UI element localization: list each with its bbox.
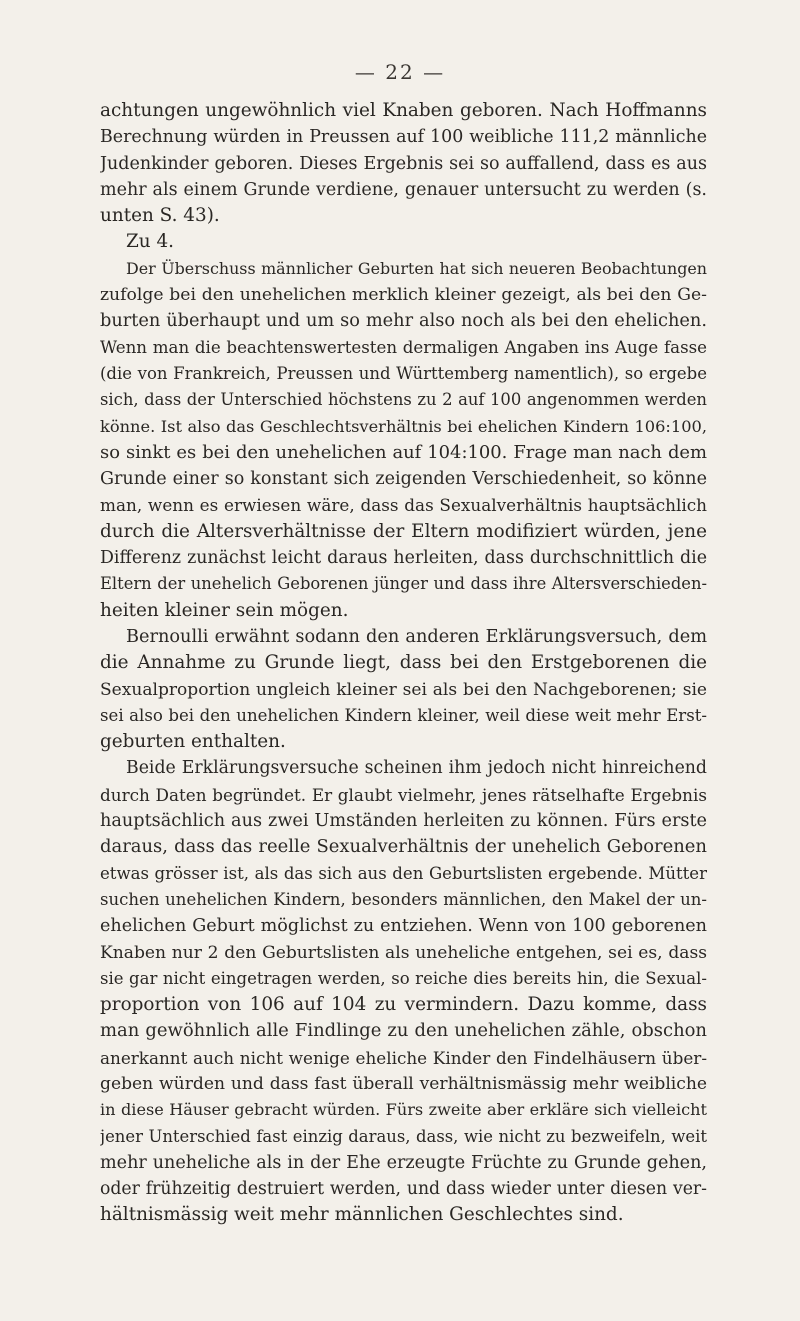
text-line: (die von Frankreich, Preussen und Württemberg namentlich), so ergebe xyxy=(100,363,707,383)
body-text xyxy=(100,98,707,1229)
text-line: suchen unehelichen Kindern, besonders männlichen, den Makel der un- xyxy=(100,889,707,909)
text-line: proportion von 106 auf 104 zu vermindern. Dazu komme, dass xyxy=(100,994,707,1016)
text-line: so sinkt es bei den unehelichen auf 104:100. Frage man nach dem xyxy=(100,441,707,463)
text-line: die Annahme zu Grunde liegt, dass bei den Erstgeborenen die xyxy=(100,652,707,674)
text-line: Berechnung würden in Preussen auf 100 weibliche 111,2 männliche xyxy=(100,127,707,148)
text-line: Bernoulli erwähnt sodann den anderen Erklärungsversuch, dem xyxy=(126,626,707,647)
text-line: mehr uneheliche als in der Ehe erzeugte Früchte zu Grunde gehen, xyxy=(100,1152,707,1173)
text-line: anerkannt auch nicht wenige eheliche Kinder den Findelhäusern über- xyxy=(100,1047,707,1068)
text-line: Knaben nur 2 den Geburtslisten als uneheliche entgehen, sei es, dass xyxy=(100,942,707,963)
section-heading: Zu 4. xyxy=(126,231,175,253)
text-line: sei also bei den unehelichen Kindern kleiner, weil diese weit mehr Erst- xyxy=(100,705,707,725)
text-line: geben würden und dass fast überall verhältnismässig mehr weibliche xyxy=(100,1073,707,1094)
text-line: durch die Altersverhältnisse der Eltern modifiziert würden, jene xyxy=(100,520,707,542)
text-line: Beide Erklärungsversuche scheinen ihm jedoch nicht hinreichend xyxy=(126,758,707,779)
text-line: ehelichen Geburt möglichst zu entziehen. Wenn von 100 geborenen xyxy=(100,916,707,937)
text-line: etwas grösser ist, als das sich aus den Geburtslisten ergebende. Mütter xyxy=(100,863,707,883)
text-line: daraus, dass das reelle Sexualverhältnis der unehelich Geborenen xyxy=(100,836,707,858)
text-line: achtungen ungewöhnlich viel Knaben geboren. Nach Hoffmanns xyxy=(100,100,707,121)
text-line: mehr als einem Grunde verdiene, genauer untersucht zu werden (s. xyxy=(100,179,707,200)
page-number: — 22 — xyxy=(354,60,446,84)
text-line: geburten enthalten. xyxy=(100,731,286,753)
text-line: man, wenn es erwiesen wäre, dass das Sexualverhältnis hauptsächlich xyxy=(100,495,707,516)
text-line: zufolge bei den unehelichen merklich kleiner gezeigt, als bei den Ge- xyxy=(100,285,707,306)
text-line: unten S. 43). xyxy=(100,205,220,227)
text-line: Grunde einer so konstant sich zeigenden Verschiedenheit, so könne xyxy=(100,469,707,490)
text-line: sie gar nicht eingetragen werden, so reiche dies bereits hin, die Sexual- xyxy=(100,968,707,988)
text-line: könne. Ist also das Geschlechtsverhältnis bei ehelichen Kindern 106:100, xyxy=(100,416,707,436)
text-line: hauptsächlich aus zwei Umständen herleiten zu können. Fürs erste xyxy=(100,811,707,832)
text-line: man gewöhnlich alle Findlinge zu den unehelichen zähle, obschon xyxy=(100,1020,707,1042)
text-line: jener Unterschied fast einzig daraus, dass, wie nicht zu bezweifeln, weit xyxy=(100,1126,707,1146)
text-line: heiten kleiner sein mögen. xyxy=(100,599,349,621)
text-line: burten überhaupt und um so mehr also noch als bei den ehelichen. xyxy=(100,311,707,332)
text-line: Der Überschuss männlicher Geburten hat sich neueren Beobachtungen xyxy=(126,258,707,278)
text-line: Judenkinder geboren. Dieses Ergebnis sei so auffallend, dass es aus xyxy=(100,153,707,174)
text-line: Differenz zunächst leicht daraus herleiten, dass durchschnittlich die xyxy=(100,548,707,569)
text-line: Eltern der unehelich Geborenen jünger und dass ihre Altersverschieden- xyxy=(100,574,707,594)
text-line: hältnismässig weit mehr männlichen Geschlechtes sind. xyxy=(100,1204,624,1226)
text-line: oder frühzeitig destruiert werden, und dass wieder unter diesen ver- xyxy=(100,1179,707,1200)
text-line: in diese Häuser gebracht würden. Fürs zweite aber erkläre sich vielleicht xyxy=(100,1100,707,1120)
text-line: durch Daten begründet. Er glaubt vielmehr, jenes rätselhafte Ergebnis xyxy=(100,784,707,805)
text-line: Sexualproportion ungleich kleiner sei als bei den Nachgeborenen; sie xyxy=(100,679,707,700)
text-line: Wenn man die beachtenswertesten dermaligen Angaben ins Auge fasse xyxy=(100,337,707,357)
text-line: sich, dass der Unterschied höchstens zu 2 auf 100 angenommen werden xyxy=(100,390,707,410)
